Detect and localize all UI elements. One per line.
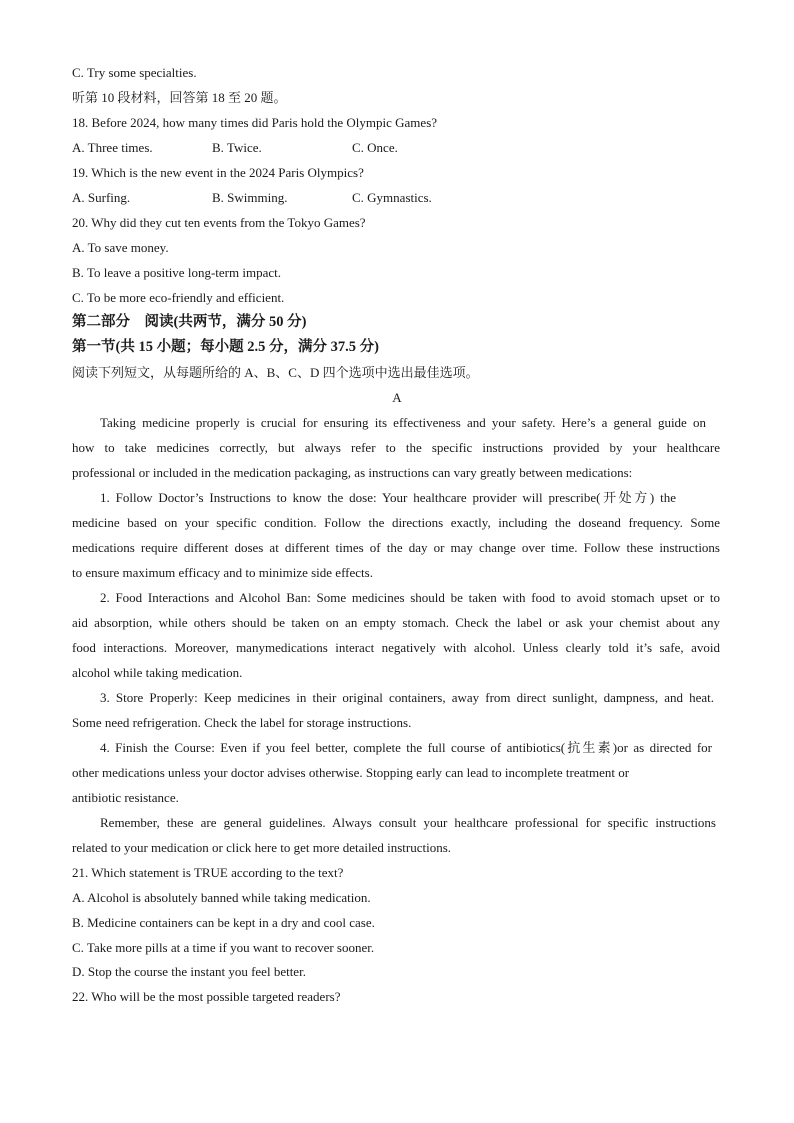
listening-instruction: 听第 10 段材料，回答第 18 至 20 题。 (72, 90, 287, 105)
q20-option-b: B. To leave a positive long-term impact. (72, 265, 281, 280)
q22-question: 22. Who will be the most possible targeted readers? (72, 989, 341, 1004)
part-two-title: 第二部分 阅读(共两节，满分 50 分) (72, 314, 307, 330)
passage-line: 1. Follow Doctor’s Instructions to know the dose: Your healthcare provider will prescribe(开处方) the (100, 490, 676, 505)
q19-question: 19. Which is the new event in the 2024 Paris Olympics? (72, 165, 364, 180)
q21-question: 21. Which statement is TRUE according to the text? (72, 865, 344, 880)
q17-option-c: C. Try some specialties. (72, 65, 197, 80)
passage-line: to ensure maximum efficacy and to minimize side effects. (72, 565, 373, 580)
passage-line: medicine based on your specific condition. Follow the directions exactly, including the doseand frequency. Some (72, 515, 720, 530)
q21-option-d: D. Stop the course the instant you feel better. (72, 964, 306, 979)
q21-option-c: C. Take more pills at a time if you want to recover sooner. (72, 940, 375, 955)
passage-line: 3. Store Properly: Keep medicines in their original containers, away from direct sunlight, dampness, and heat. (100, 690, 714, 705)
q21-option-a: A. Alcohol is absolutely banned while taking medication. (72, 890, 371, 905)
q19-option-b: B. Swimming. (212, 190, 288, 205)
passage-line: Some need refrigeration. Check the label for storage instructions. (72, 715, 412, 730)
passage-line: medications require different doses at different times of the day or may change over time. Follow these instructions (72, 540, 720, 555)
q20-option-a: A. To save money. (72, 240, 169, 255)
passage-line: professional or included in the medication packaging, as instructions can vary greatly between medications: (72, 465, 633, 480)
q18-question: 18. Before 2024, how many times did Paris hold the Olympic Games? (72, 115, 438, 130)
passage-line: Taking medicine properly is crucial for ensuring its effectiveness and your safety. Here’s a general guide on (100, 415, 706, 430)
section-one-title: 第一节(共 15 小题；每小题 2.5 分，满分 37.5 分) (72, 339, 379, 355)
passage-line: how to take medicines correctly, but always refer to the specific instructions provided by your healthcare (72, 440, 720, 455)
q18-option-b: B. Twice. (212, 140, 262, 155)
q19-option-c: C. Gymnastics. (352, 190, 432, 205)
q20-option-c: C. To be more eco-friendly and efficient. (72, 290, 285, 305)
passage-line: other medications unless your doctor advises otherwise. Stopping early can lead to incomplete treatment or (72, 765, 630, 780)
q18-option-c: C. Once. (352, 140, 398, 155)
passage-label: A (392, 390, 402, 405)
passage-line: food interactions. Moreover, manymedications interact negatively with alcohol. Unless clearly told it’s safe, avoid (72, 640, 720, 655)
q19-option-a: A. Surfing. (72, 190, 131, 205)
q18-option-a: A. Three times. (72, 140, 153, 155)
reading-instruction: 阅读下列短文，从每题所给的 A、B、C、D 四个选项中选出最佳选项。 (72, 365, 479, 380)
passage-line: Remember, these are general guidelines. Always consult your healthcare professional for specific instructions (100, 815, 716, 830)
passage-line: 2. Food Interactions and Alcohol Ban: Some medicines should be taken with food to avoid stomach upset or to (100, 590, 720, 605)
q20-question: 20. Why did they cut ten events from the Tokyo Games? (72, 215, 366, 230)
passage-line: related to your medication or click here to get more detailed instructions. (72, 840, 452, 855)
passage-line: 4. Finish the Course: Even if you feel better, complete the full course of antibiotics(抗生素)or as directed for (100, 740, 712, 755)
passage-line: antibiotic resistance. (72, 790, 179, 805)
passage-line: aid absorption, while others should be taken on an empty stomach. Check the label or ask your chemist about any (72, 615, 720, 630)
passage-line: alcohol while taking medication. (72, 665, 243, 680)
q21-option-b: B. Medicine containers can be kept in a dry and cool case. (72, 915, 375, 930)
